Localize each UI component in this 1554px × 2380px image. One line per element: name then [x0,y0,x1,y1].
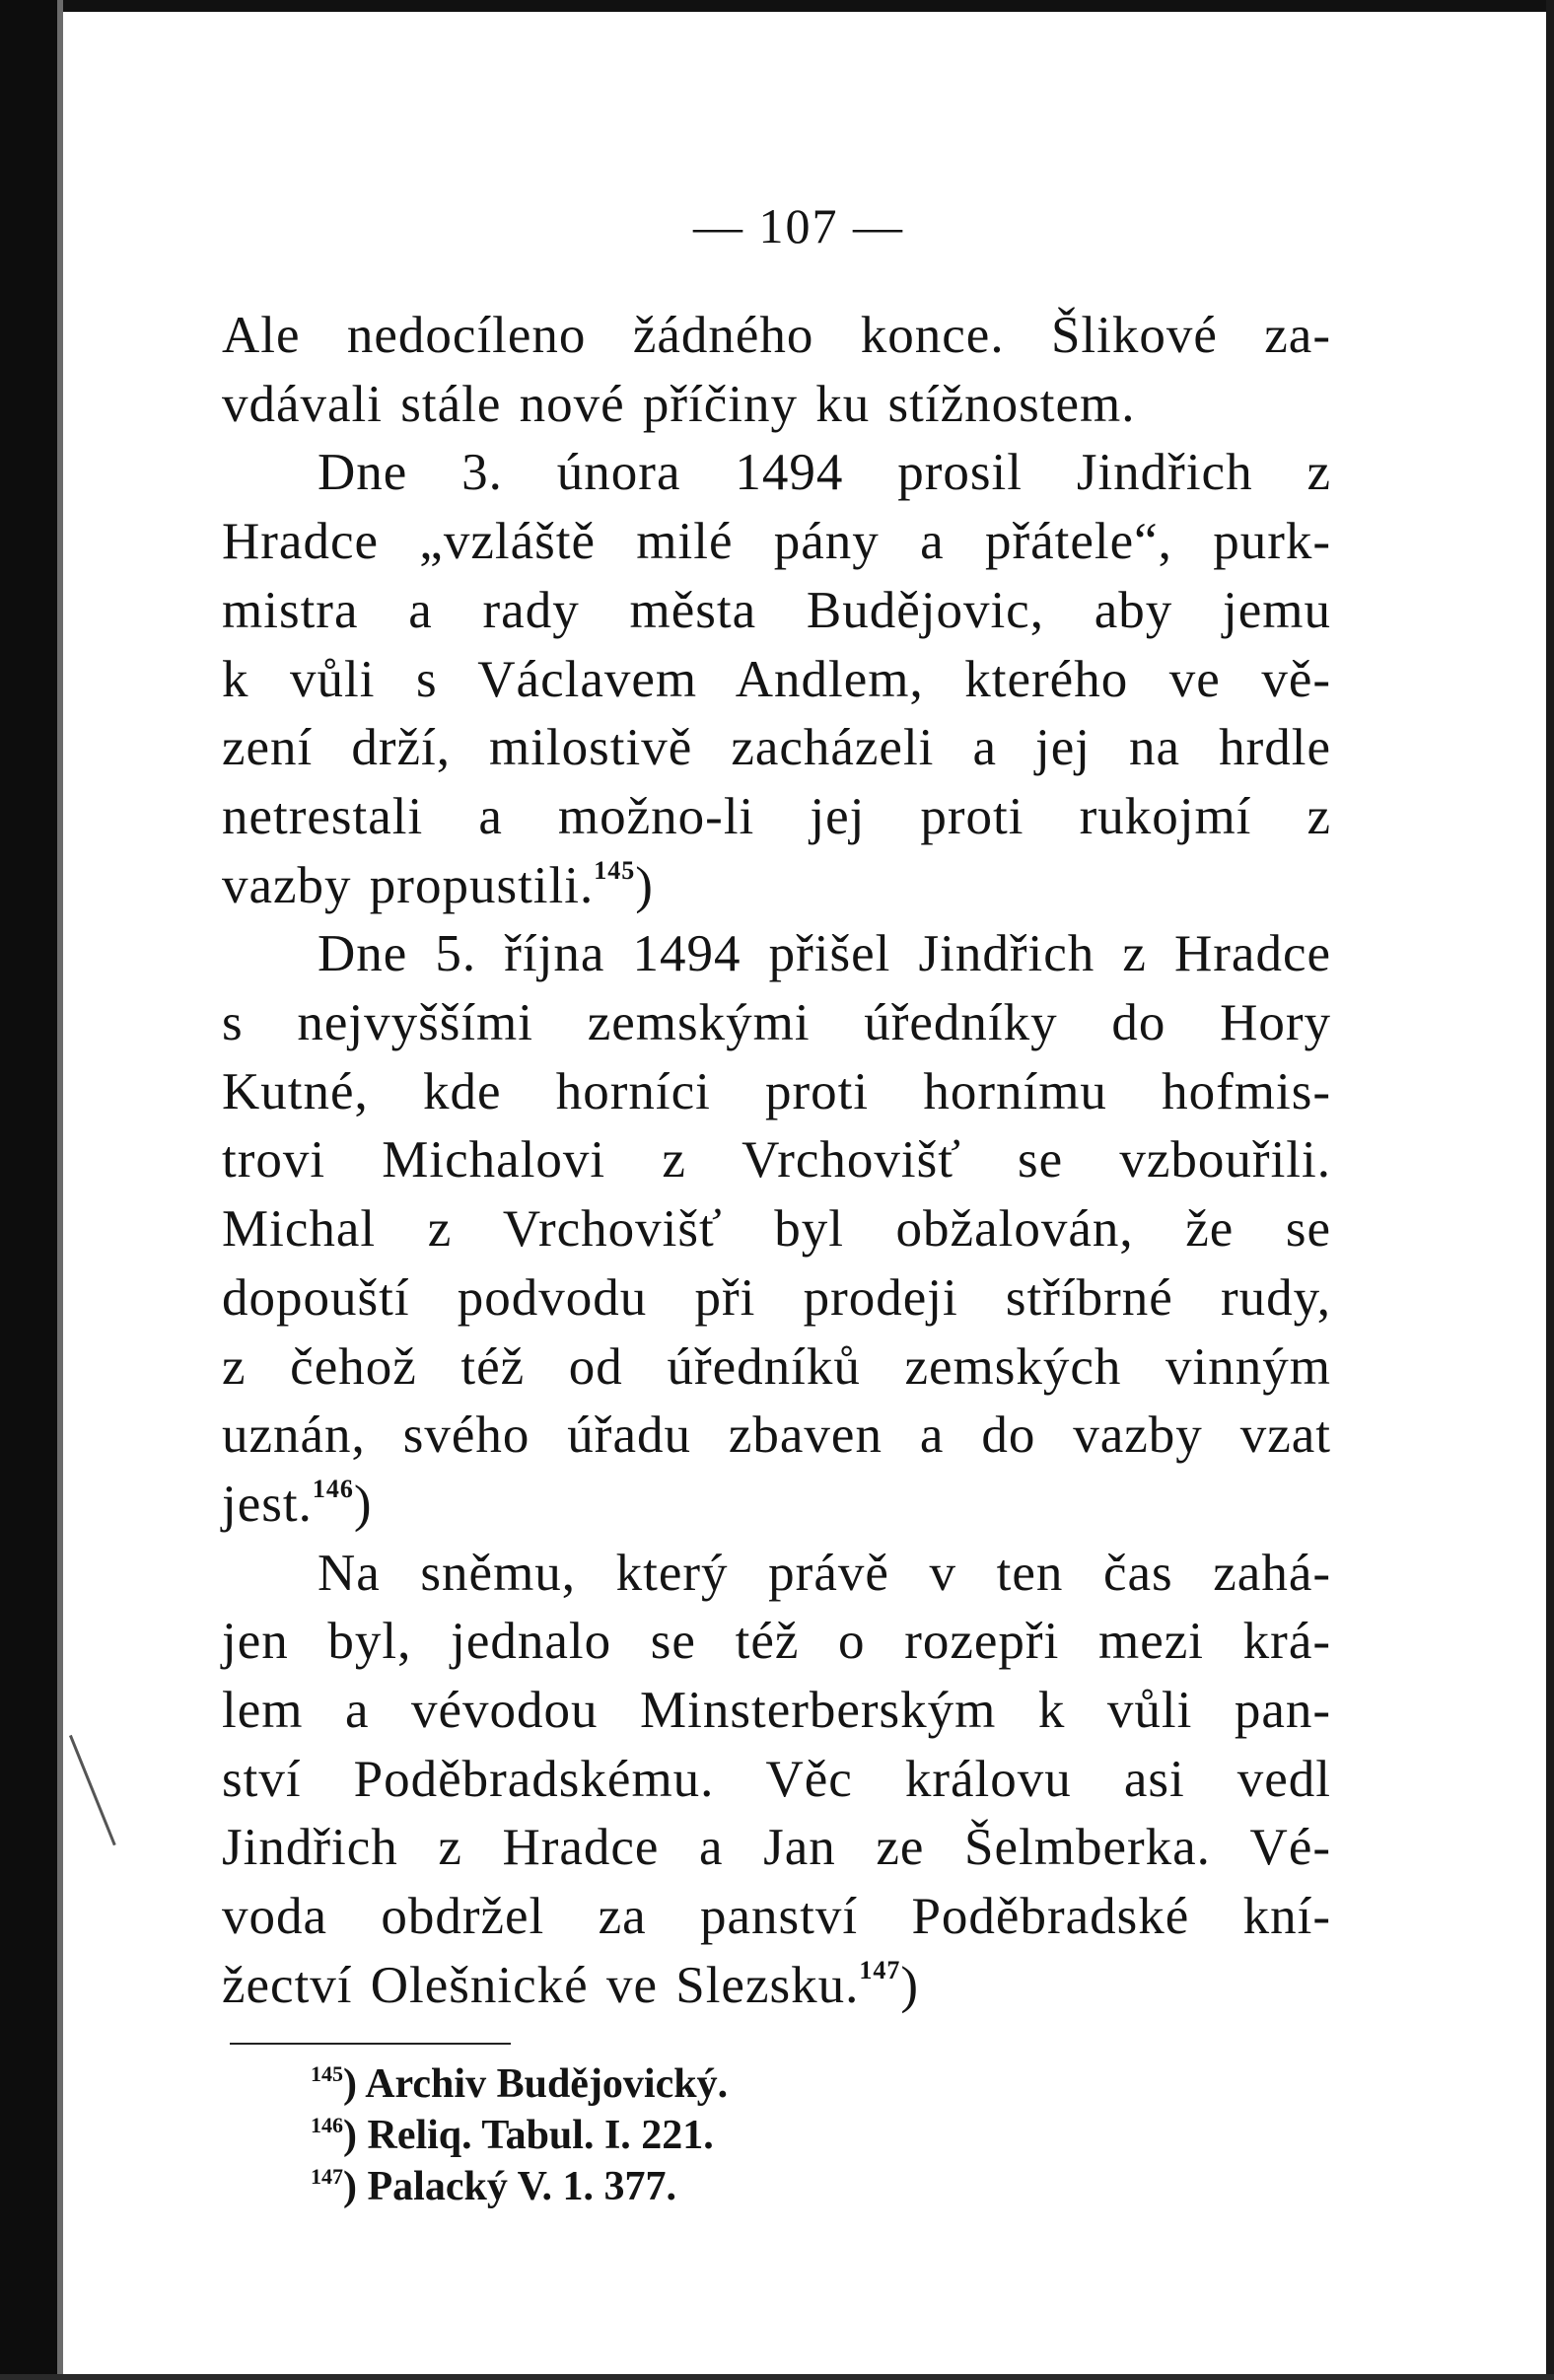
text-line: ství Poděbradskému. Věc královu asi vedl [222,1750,1331,1808]
text-line: Dne 3. února 1494 prosil Jindřich z [318,444,1331,502]
footnote-number: 146 [311,2112,343,2137]
footnote-146 [311,2110,1331,2161]
text-line: uznán, svého úřadu zbaven a do vazby vzat [222,1406,1331,1465]
footnote-number-close: ) [343,2060,357,2107]
footnote-ref-close: ) [635,856,654,914]
scan-border-left [0,0,57,2380]
text-line: zení drží, milostivě zacházeli a jej na hrdle [222,719,1331,777]
text-line: jest. [222,1475,313,1533]
footnote-number-close: ) [343,2112,357,2158]
paragraph-1 [222,302,1331,439]
footnote-number-close: ) [343,2163,357,2209]
scan-border-right [1546,0,1554,2380]
footnote-ref-147: 147 [859,1955,901,1984]
text-line: netrestali a možno-li jej proti rukojmí z [222,787,1331,845]
footnote-ref-close: ) [353,1475,373,1533]
page-number: — 107 — [693,198,904,253]
text-line: Ale nedocíleno žádného konce. Šlikové za- [222,307,1331,364]
footnote-147 [311,2161,1331,2212]
text-line-with-note [222,1471,1331,1540]
text-line: vdávali stále nové příčiny ku stížnostem. [222,375,1136,433]
text-line: Hradce „vzláště milé pány a přátele“, purk- [222,513,1331,571]
footnote-ref-146: 146 [312,1474,354,1503]
text-line: mistra a rady města Budějovic, aby jemu [222,581,1331,639]
text-line: trovi Michalovi z Vrchovišť se vzbouřili. [222,1131,1331,1190]
text-line: voda obdržel za panství Poděbradské kní- [222,1888,1331,1946]
text-line: Jindřich z Hradce a Jan ze Šelmberka. Vé- [222,1819,1331,1877]
text-line: Dne 5. října 1494 přišel Jindřich z Hradce [318,925,1331,983]
text-line: žectví Olešnické ve Slezsku. [222,1956,860,2014]
footnote-number: 147 [311,2163,343,2189]
footnote-text: Palacký V. 1. 377. [367,2163,676,2209]
text-line: z čehož též od úředníků zemských vinným [222,1337,1331,1396]
footnote-145 [311,2058,1331,2110]
scan-stray-mark [69,1735,116,1845]
text-line-with-note [222,852,1331,921]
footnote-ref-close: ) [900,1956,919,2014]
text-line: k vůli s Václavem Andlem, kterého ve vě- [222,650,1331,708]
paragraph-3 [222,920,1331,1539]
footnotes [311,2058,1331,2212]
text-line: jen byl, jednalo se též o rozepři mezi krá- [222,1613,1331,1671]
footnote-rule [230,2043,511,2045]
text-line: Michal z Vrchovišť byl obžalován, že se [222,1200,1331,1259]
text-line: Kutné, kde horníci proti hornímu hofmis- [222,1062,1331,1120]
text-line: vazby propustili. [222,856,595,914]
scan-border-top [0,0,1554,12]
footnote-text: Reliq. Tabul. I. 221. [367,2112,714,2158]
text-line-with-note [222,1952,1331,2021]
footnote-text: Archiv Budějovický. [365,2060,729,2107]
footnote-ref-145: 145 [594,855,636,885]
footnote-number: 145 [311,2060,343,2086]
text-line: lem a vévodou Minsterberským k vůli pan- [222,1682,1331,1740]
scan-border-bottom [0,2374,1554,2380]
book-page [222,197,1331,2212]
paragraph-2 [222,439,1331,920]
scan-border-left-inner [57,0,63,2380]
text-line: Na sněmu, který právě v ten čas zahá- [318,1544,1331,1602]
text-line: s nejvyššími zemskými úředníky do Hory [222,994,1331,1052]
text-line: dopouští podvodu při prodeji stříbrné rudy, [222,1268,1331,1327]
paragraph-4 [222,1540,1331,2021]
